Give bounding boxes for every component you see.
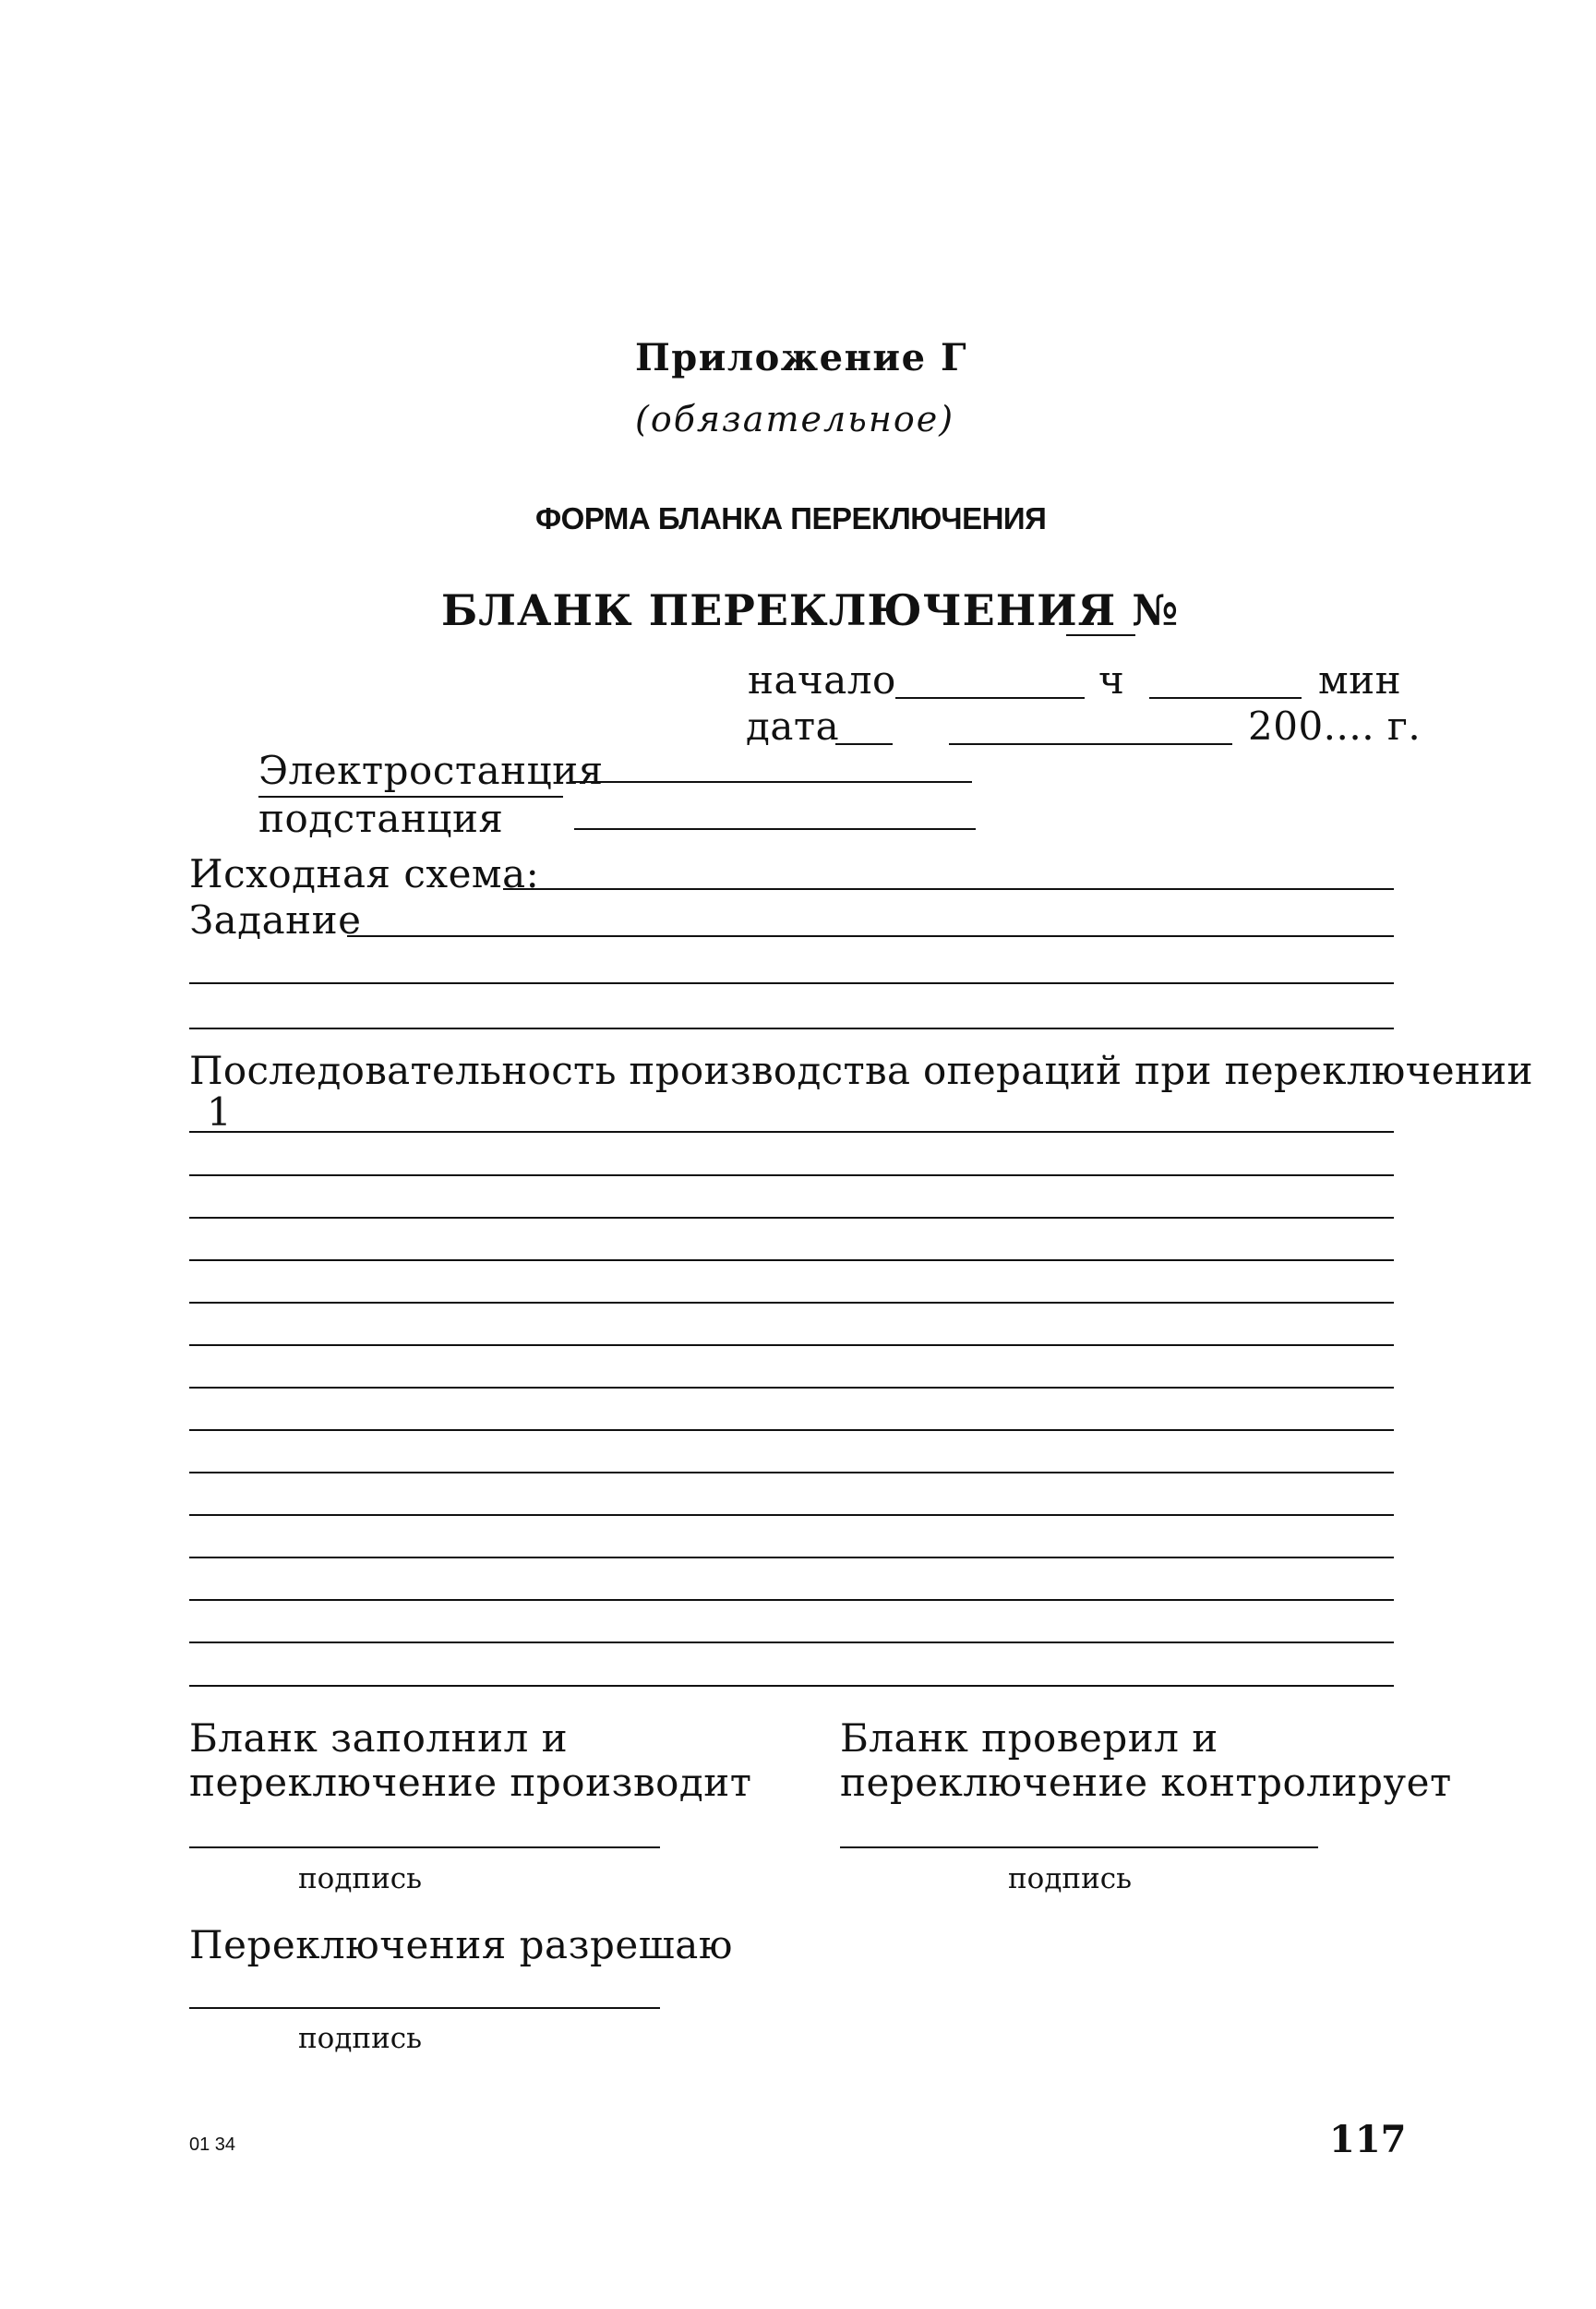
- power-plant-label: Электростанция: [258, 748, 604, 793]
- blank-number-field[interactable]: [1066, 634, 1135, 636]
- signature-field-filled[interactable]: [189, 1846, 660, 1848]
- operation-line[interactable]: [189, 1685, 1394, 1687]
- task-field-line-2[interactable]: [189, 982, 1394, 984]
- operation-line[interactable]: [189, 1472, 1394, 1473]
- task-field-line-3[interactable]: [189, 1028, 1394, 1029]
- substation-label: подстанция: [258, 796, 504, 841]
- task-label: Задание: [189, 897, 362, 943]
- date-label: дата: [746, 704, 840, 749]
- controls-label: переключение контролирует: [840, 1760, 1452, 1805]
- task-field[interactable]: [347, 935, 1394, 937]
- operation-line[interactable]: [189, 1302, 1394, 1304]
- permit-label: Переключения разрешаю: [189, 1922, 733, 1967]
- power-plant-field[interactable]: [572, 781, 972, 783]
- minute-label: мин: [1318, 657, 1402, 703]
- operation-line[interactable]: [189, 1131, 1394, 1133]
- operation-line[interactable]: [189, 1642, 1394, 1643]
- operation-number: 1: [207, 1089, 233, 1135]
- initial-scheme-label: Исходная схема:: [189, 851, 540, 896]
- year-label: 200.... г.: [1248, 704, 1422, 749]
- date-month-field[interactable]: [949, 743, 1232, 745]
- substation-field[interactable]: [574, 828, 976, 830]
- filled-by-label: Бланк заполнил и: [189, 1715, 569, 1761]
- footer-code: 01 34: [189, 2135, 236, 2155]
- blank-title: БЛАНК ПЕРЕКЛЮЧЕНИЯ №: [441, 585, 1180, 635]
- appendix-heading: Приложение Г: [635, 336, 968, 379]
- appendix-status: (обязательное): [635, 399, 955, 439]
- operation-line[interactable]: [189, 1514, 1394, 1516]
- signature-field-checked[interactable]: [840, 1846, 1318, 1848]
- signature-caption: подпись: [298, 2022, 422, 2055]
- operation-line[interactable]: [189, 1387, 1394, 1389]
- operation-line[interactable]: [189, 1429, 1394, 1431]
- operation-line[interactable]: [189, 1174, 1394, 1176]
- signature-caption: подпись: [1008, 1862, 1132, 1895]
- start-hour-field[interactable]: [895, 697, 1085, 699]
- start-minute-field[interactable]: [1149, 697, 1302, 699]
- checked-by-label: Бланк проверил и: [840, 1715, 1218, 1761]
- start-label: начало: [748, 657, 896, 703]
- operation-line[interactable]: [189, 1557, 1394, 1558]
- date-day-field[interactable]: [835, 743, 893, 745]
- form-title: ФОРМА БЛАНКА ПЕРЕКЛЮЧЕНИЯ: [535, 501, 1047, 535]
- signature-field-permit[interactable]: [189, 2007, 660, 2009]
- hour-label: ч: [1098, 657, 1125, 703]
- operation-line[interactable]: [189, 1217, 1394, 1219]
- operation-line[interactable]: [189, 1344, 1394, 1346]
- operation-line[interactable]: [189, 1599, 1394, 1601]
- operations-heading: Последовательность производства операций при переключении: [189, 1048, 1533, 1093]
- performs-label: переключение производит: [189, 1760, 752, 1805]
- operation-line[interactable]: [189, 1259, 1394, 1261]
- initial-scheme-field[interactable]: [503, 888, 1394, 890]
- signature-caption: подпись: [298, 1862, 422, 1895]
- page-number: 117: [1329, 2118, 1407, 2161]
